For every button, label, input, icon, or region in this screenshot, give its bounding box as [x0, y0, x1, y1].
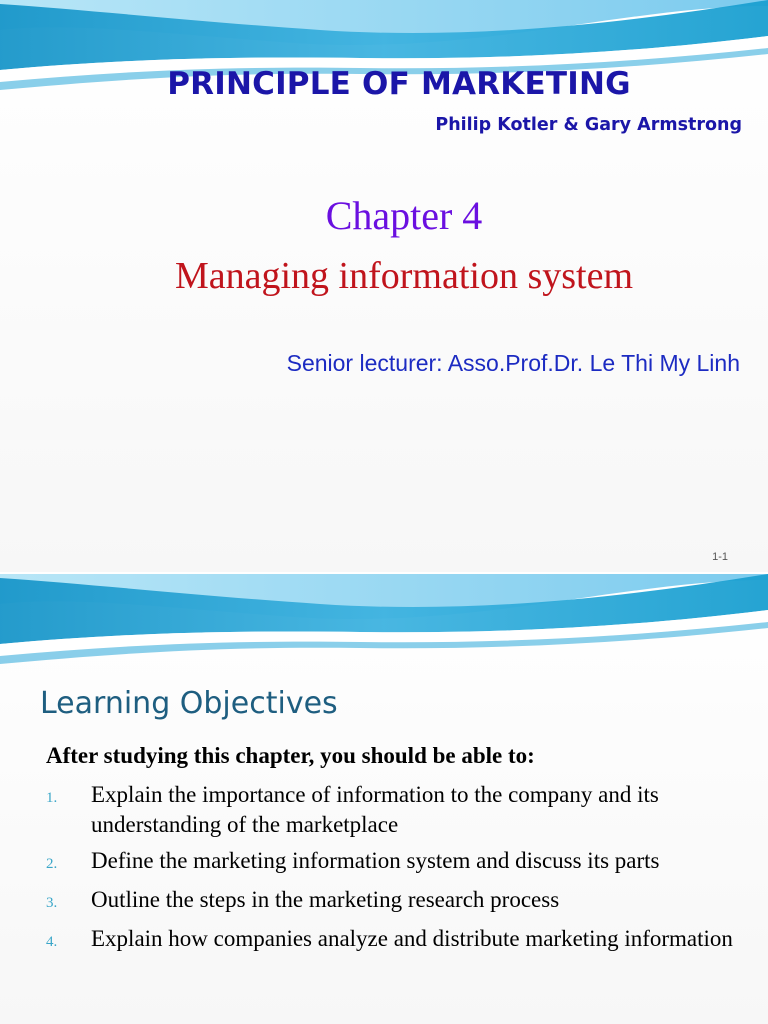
- item-number: 3.: [46, 895, 58, 911]
- slide-title: Learning Objectives: [40, 686, 338, 721]
- list-item: [46, 780, 746, 840]
- item-text: Outline the steps in the marketing research process: [91, 887, 560, 912]
- objectives-intro: After studying this chapter, you should be able to:: [46, 743, 535, 768]
- item-text: Explain the importance of information to the company and its understanding of the marketplace: [91, 782, 659, 837]
- lecturer-credit: Senior lecturer: Asso.Prof.Dr. Le Thi My Linh: [286, 350, 740, 376]
- item-number: 1.: [46, 790, 58, 806]
- wave-header-decoration: [0, 574, 768, 669]
- list-item: [46, 885, 746, 918]
- chapter-title: Managing information system: [174, 255, 634, 297]
- authors: Philip Kotler & Gary Armstrong: [435, 115, 742, 135]
- item-text: Explain how companies analyze and distribute marketing information: [91, 926, 733, 951]
- course-title: PRINCIPLE OF MARKETING: [167, 66, 631, 102]
- list-item: [46, 924, 746, 957]
- item-number: 4.: [46, 934, 58, 950]
- item-number: 2.: [46, 856, 58, 872]
- item-text: Define the marketing information system and discuss its parts: [91, 848, 660, 873]
- learning-objectives-slide: [0, 574, 768, 1024]
- list-item: [46, 846, 746, 879]
- page-number: 1-1: [712, 551, 728, 563]
- objectives-list: [46, 780, 746, 963]
- chapter-label: Chapter 4: [325, 193, 483, 238]
